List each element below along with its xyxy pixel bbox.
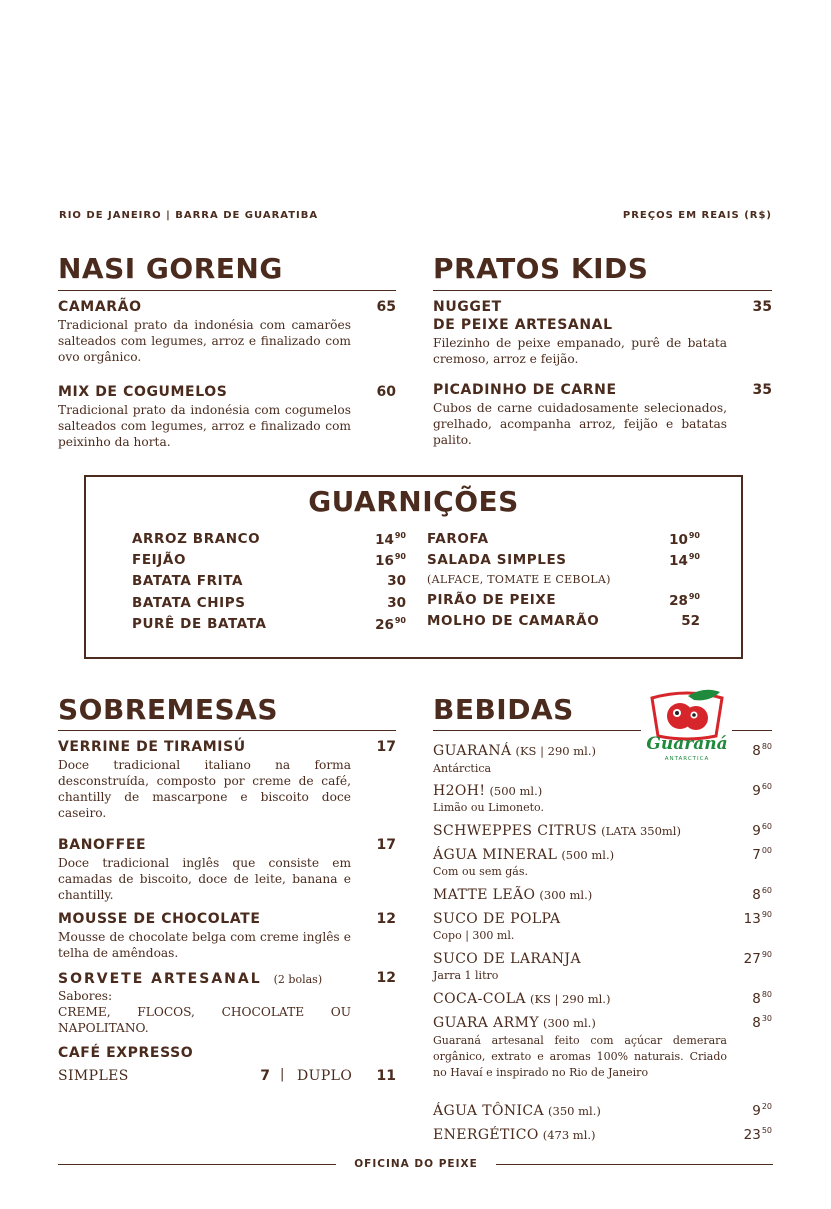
item-description: Mousse de chocolate belga com creme inglês e telha de amêndoas.: [58, 930, 351, 960]
side-name: PURÊ DE BATATA: [132, 616, 267, 632]
beverage-price: $9^{60}$: [752, 822, 772, 839]
item-name: SORVETE ARTESANAL: [58, 971, 262, 987]
beverage-name: MATTE LEÃO: [433, 887, 536, 903]
side-name: ARROZ BRANCO: [132, 531, 261, 547]
beverage-size: (473 ml.): [542, 1128, 596, 1142]
beverage-size: (500 ml.): [489, 784, 543, 798]
footer-rule-right: [496, 1164, 773, 1165]
beverage-size: (300 ml.): [543, 1016, 596, 1030]
item-name: BANOFFEE: [58, 837, 147, 853]
beverage-price: $8^{60}$: [752, 886, 772, 903]
item-name: PICADINHO DE CARNE: [433, 382, 617, 398]
cafe-simples-label: SIMPLES: [58, 1068, 129, 1084]
side-price: $10^{90}$: [669, 531, 700, 548]
beverage-row: [433, 990, 610, 1008]
beverage-name: GUARANÁ: [433, 743, 512, 759]
item-description: Doce tradicional italiano na forma desconstruída, composto por creme de café, chantilly de mascarpone e biscoito doce caseiro.: [58, 758, 351, 820]
beverage-price: $27^{90}$: [743, 950, 772, 967]
logo-subtext: ANTARCTICA: [664, 756, 710, 762]
beverage-row: [433, 782, 542, 800]
beverage-size: (LATA 350ml): [601, 824, 681, 838]
side-price: $14^{90}$: [669, 552, 700, 569]
cafe-duplo-label: DUPLO: [297, 1068, 353, 1084]
item-price: 65: [376, 299, 396, 315]
side-price: 30: [387, 573, 406, 589]
beverage-name: ENERGÉTICO: [433, 1127, 539, 1143]
item-description: Sabores:: [58, 989, 113, 1003]
beverage-name: ÁGUA MINERAL: [433, 847, 558, 863]
cafe-duplo-price: 11: [376, 1068, 396, 1084]
location-label: RIO DE JANEIRO | BARRA DE GUARATIBA: [59, 210, 319, 221]
logo-wordmark: Guaraná: [646, 734, 728, 754]
beverage-subtext: Limão ou Limoneto.: [433, 801, 544, 814]
beverage-name: H2OH!: [433, 783, 486, 799]
side-price: $28^{90}$: [669, 592, 700, 609]
item-name: CAMARÃO: [58, 299, 142, 315]
side-name: PIRÃO DE PEIXE: [427, 592, 557, 608]
beverage-price: $13^{90}$: [743, 910, 772, 927]
beverage-price: $7^{00}$: [752, 846, 772, 863]
beverage-subtext: Guaraná artesanal feito com açúcar demerara orgânico, extrato e aromas 100% naturais. Criado no Havaí e inspirado no Rio de Janeiro: [433, 1034, 727, 1079]
side-name: BATATA FRITA: [132, 573, 244, 589]
beverage-row: [433, 1126, 596, 1144]
divider: [58, 730, 396, 731]
beverage-name: SCHWEPPES CITRUS: [433, 823, 598, 839]
salad-note: (ALFACE, TOMATE E CEBOLA): [427, 573, 611, 586]
section-title-nasi-goreng: NASI GORENG: [58, 252, 283, 285]
divider: [732, 730, 772, 731]
side-price: 30: [387, 595, 406, 611]
beverage-subtext: Copo | 300 ml.: [433, 929, 515, 942]
item-description: Cubos de carne cuidadosamente selecionados, grelhado, acompanha arroz, feijão e batatas palito.: [433, 401, 727, 447]
side-name: MOLHO DE CAMARÃO: [427, 613, 600, 629]
item-description: Tradicional prato da indonésia com cogumelos salteados com legumes, arroz e finalizado com peixinho da horta.: [58, 403, 351, 449]
beverage-price: $23^{50}$: [743, 1126, 772, 1143]
side-price: 52: [681, 613, 700, 629]
item-name: VERRINE DE TIRAMISÚ: [58, 739, 246, 755]
beverage-size: (300 ml.): [539, 888, 593, 902]
item-price: 12: [376, 911, 396, 927]
beverage-price: $8^{80}$: [752, 742, 772, 759]
beverage-row: [433, 950, 581, 968]
section-title-guarnicoes: GUARNIÇÕES: [308, 485, 519, 518]
item-description: Filezinho de peixe empanado, purê de batata cremoso, arroz e feijão.: [433, 336, 727, 366]
side-price: $26^{90}$: [375, 616, 406, 633]
divider: [433, 730, 641, 731]
beverage-price: $9^{60}$: [752, 782, 772, 799]
side-name: SALADA SIMPLES: [427, 552, 567, 568]
section-title-bebidas: BEBIDAS: [433, 693, 574, 726]
item-price: 17: [376, 837, 396, 853]
item-name: NUGGET: [433, 299, 502, 315]
item-description: Tradicional prato da indonésia com camarões salteados com legumes, arroz e finalizado com ovo orgânico.: [58, 318, 351, 364]
sorvete-heading: [58, 970, 351, 988]
divider: [58, 290, 396, 291]
beverage-name: SUCO DE LARANJA: [433, 951, 581, 967]
side-name: BATATA CHIPS: [132, 595, 246, 611]
beverage-name: COCA-COLA: [433, 991, 526, 1007]
beverage-price: $8^{30}$: [752, 1014, 772, 1031]
divider: [433, 290, 772, 291]
item-qualifier: (2 bolas): [273, 973, 323, 986]
item-price: 35: [752, 299, 772, 315]
item-name: MIX DE COGUMELOS: [58, 384, 228, 400]
item-name-line-2: DE PEIXE ARTESANAL: [433, 317, 613, 333]
beverage-subtext: Antárctica: [433, 762, 492, 775]
beverage-size: (KS | 290 ml.): [515, 744, 596, 758]
footer-rule-left: [58, 1164, 336, 1165]
cafe-separator: |: [280, 1067, 285, 1082]
side-name: FAROFA: [427, 531, 489, 547]
beverage-size: (350 ml.): [548, 1104, 601, 1118]
beverage-row: [433, 822, 681, 840]
beverage-row: [433, 1014, 596, 1032]
beverage-size: (KS | 290 ml.): [529, 992, 611, 1006]
beverage-size: (500 ml.): [561, 848, 615, 862]
item-name: CAFÉ EXPRESSO: [58, 1045, 194, 1061]
beverage-row: [433, 1102, 601, 1120]
beverage-name: ÁGUA TÔNICA: [433, 1103, 545, 1119]
item-price: 12: [376, 970, 396, 986]
beverage-name: GUARA ARMY: [433, 1015, 539, 1031]
beverage-name: SUCO DE POLPA: [433, 911, 561, 927]
beverage-row: [433, 886, 592, 904]
beverage-price: $8^{80}$: [752, 990, 772, 1007]
side-price: $14^{90}$: [375, 531, 406, 548]
item-name: MOUSSE DE CHOCOLATE: [58, 911, 261, 927]
beverage-price: $9^{20}$: [752, 1102, 772, 1119]
beverage-subtext: Jarra 1 litro: [433, 969, 499, 982]
footer-brand: OFICINA DO PEIXE: [354, 1158, 478, 1170]
item-description: Doce tradicional inglês que consiste em camadas de biscoito, doce de leite, banana e chantilly.: [58, 856, 351, 902]
section-title-sobremesas: SOBREMESAS: [58, 693, 278, 726]
beverage-row: [433, 910, 561, 928]
beverage-row: [433, 742, 596, 760]
side-price: $16^{90}$: [375, 552, 406, 569]
item-price: 60: [376, 384, 396, 400]
cafe-simples-price: 7: [260, 1068, 270, 1084]
item-price: 35: [752, 382, 772, 398]
beverage-row: [433, 846, 614, 864]
side-name: FEIJÃO: [132, 552, 187, 568]
item-flavors: CREME, FLOCOS, CHOCOLATE OU NAPOLITANO.: [58, 1005, 351, 1035]
section-title-pratos-kids: PRATOS KIDS: [433, 252, 649, 285]
item-price: 17: [376, 739, 396, 755]
beverage-subtext: Com ou sem gás.: [433, 865, 528, 878]
prices-note: PREÇOS EM REAIS (R$): [622, 210, 772, 221]
